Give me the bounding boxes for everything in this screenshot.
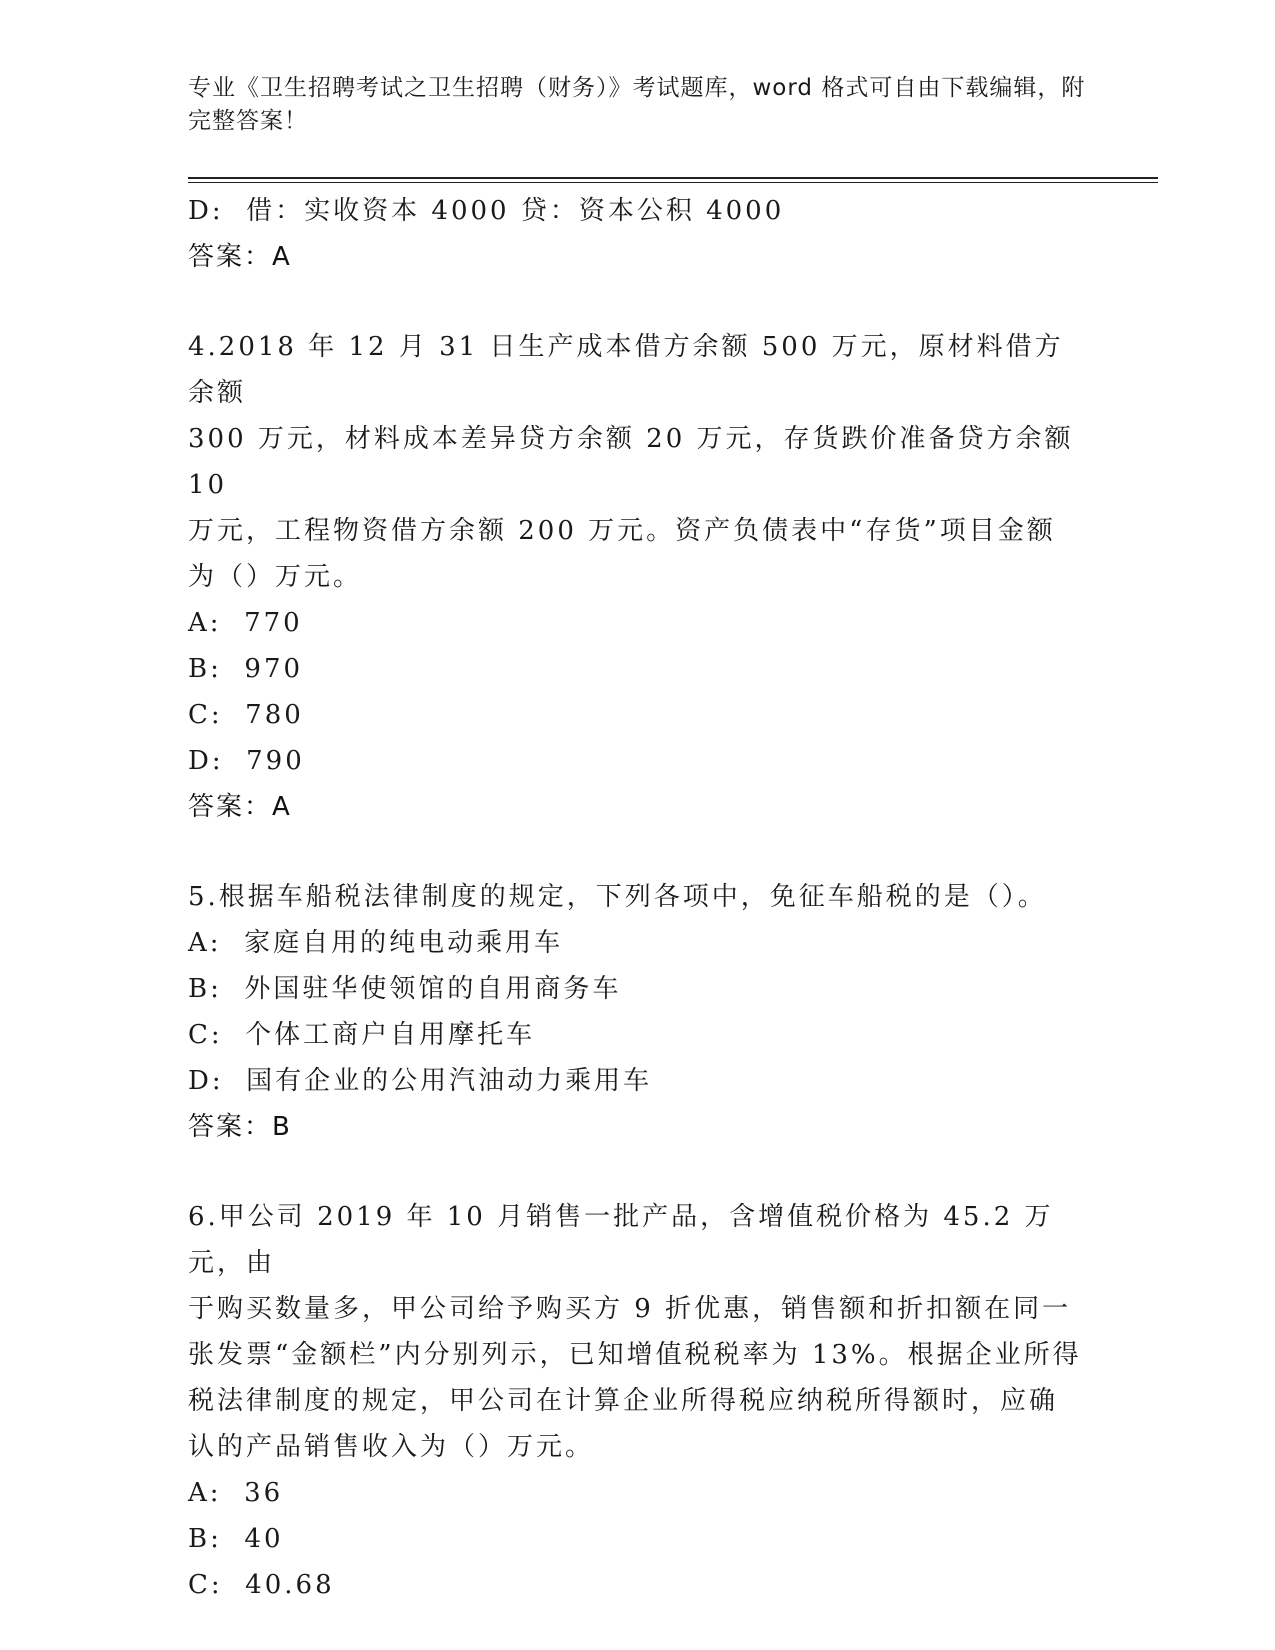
header-rule-bottom	[188, 182, 1158, 183]
option-d: D: 借：实收资本 4000 贷：资本公积 4000	[188, 196, 785, 226]
option-c: C: 780	[188, 700, 304, 730]
answer: 答案：B	[188, 1112, 292, 1142]
option-d: D: 国有企业的公用汽油动力乘用车	[188, 1066, 653, 1096]
question-stem-line: 4.2018 年 12 月 31 日生产成本借方余额 500 万元，原材料借方余额	[188, 332, 1064, 408]
option-b: B: 40	[188, 1524, 284, 1554]
question-3	[188, 188, 1088, 280]
answer: 答案：A	[188, 242, 292, 272]
option-b: B: 970	[188, 654, 304, 684]
question-stem-line: 张发票“金额栏”内分别列示，已知增值税税率为 13%。根据企业所得	[188, 1340, 1082, 1370]
question-stem-line: 6.甲公司 2019 年 10 月销售一批产品，含增值税价格为 45.2 万元，由	[188, 1202, 1054, 1278]
option-b: B: 外国驻华使领馆的自用商务车	[188, 974, 622, 1004]
question-stem-line: 为（）万元。	[188, 562, 363, 592]
option-d: D: 790	[188, 746, 305, 776]
question-6	[188, 1194, 1088, 1608]
option-c: C: 个体工商户自用摩托车	[188, 1020, 536, 1050]
question-content	[188, 188, 1088, 1608]
question-stem-line: 300 万元，材料成本差异贷方余额 20 万元，存货跌价准备贷方余额 10	[188, 424, 1085, 500]
question-stem-line: 认的产品销售收入为（）万元。	[188, 1432, 595, 1462]
document-header: 专业《卫生招聘考试之卫生招聘（财务）》考试题库，word 格式可自由下载编辑，附完整答案！	[188, 75, 1086, 134]
option-a: A: 36	[188, 1478, 284, 1508]
question-stem-line: 税法律制度的规定，甲公司在计算企业所得税应纳税所得额时，应确	[188, 1386, 1059, 1416]
question-stem-line: 于购买数量多，甲公司给予购买方 9 折优惠，销售额和折扣额在同一	[188, 1294, 1072, 1324]
question-4	[188, 324, 1088, 830]
question-stem-line: 5.根据车船税法律制度的规定，下列各项中，免征车船税的是（）。	[188, 882, 1047, 912]
option-a: A: 770	[188, 608, 303, 638]
answer: 答案：A	[188, 792, 292, 822]
option-c: C: 40.68	[188, 1570, 335, 1600]
question-5	[188, 874, 1088, 1150]
question-stem-line: 万元，工程物资借方余额 200 万元。资产负债表中“存货”项目金额	[188, 516, 1056, 546]
option-a: A: 家庭自用的纯电动乘用车	[188, 928, 564, 958]
header-rule-top	[188, 177, 1158, 179]
